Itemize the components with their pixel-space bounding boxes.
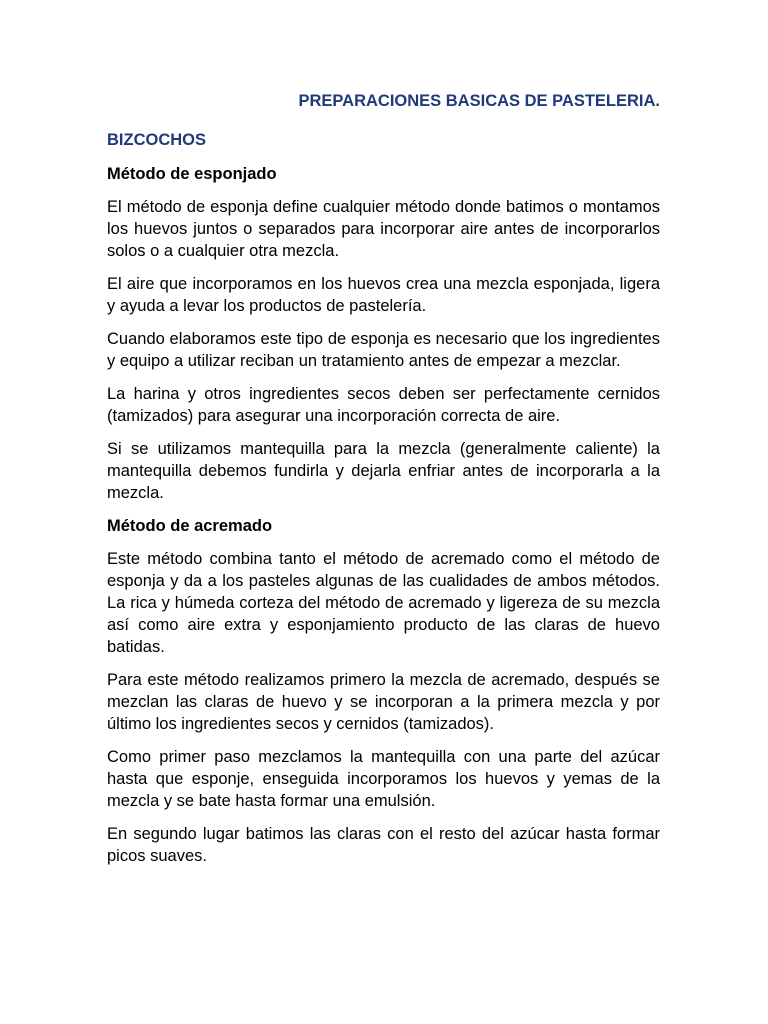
document-title: PREPARACIONES BASICAS DE PASTELERIA.: [298, 92, 660, 110]
document-page: [107, 90, 660, 878]
paragraph: Este método combina tanto el método de acremado como el método de esponja y da a los pasteles algunas de las cualidades de ambos métodos. La rica y húmeda corteza del método de acremado y ligereza de su mezcla así como aire extra y esponjamiento producto de las claras de huevo batidas.: [107, 550, 660, 656]
paragraph: En segundo lugar batimos las claras con el resto del azúcar hasta formar picos suaves.: [107, 825, 660, 865]
paragraph: El aire que incorporamos en los huevos crea una mezcla esponjada, ligera y ayuda a levar los productos de pastelería.: [107, 275, 660, 315]
section-heading-bizcochos: BIZCOCHOS: [107, 131, 206, 149]
paragraph: Cuando elaboramos este tipo de esponja es necesario que los ingredientes y equipo a utilizar reciban un tratamiento antes de empezar a mezclar.: [107, 330, 660, 370]
paragraph: Para este método realizamos primero la mezcla de acremado, después se mezclan las claras de huevo y se incorporan a la primera mezcla y por último los ingredientes secos y cernidos (tamizados).: [107, 671, 660, 733]
paragraph: El método de esponja define cualquier método donde batimos o montamos los huevos juntos o separados para incorporar aire antes de incorporarlos solos o a cualquier otra mezcla.: [107, 198, 660, 260]
paragraph: Como primer paso mezclamos la mantequilla con una parte del azúcar hasta que esponje, enseguida incorporamos los huevos y yemas de la mezcla y se bate hasta formar una emulsión.: [107, 748, 660, 810]
method-acremado-heading: Método de acremado: [107, 517, 273, 535]
paragraph: La harina y otros ingredientes secos deben ser perfectamente cernidos (tamizados) para asegurar una incorporación correcta de aire.: [107, 385, 660, 425]
paragraph: Si se utilizamos mantequilla para la mezcla (generalmente caliente) la mantequilla debemos fundirla y dejarla enfriar antes de incorporarla a la mezcla.: [107, 440, 660, 502]
method-esponjado-heading: Método de esponjado: [107, 165, 277, 183]
